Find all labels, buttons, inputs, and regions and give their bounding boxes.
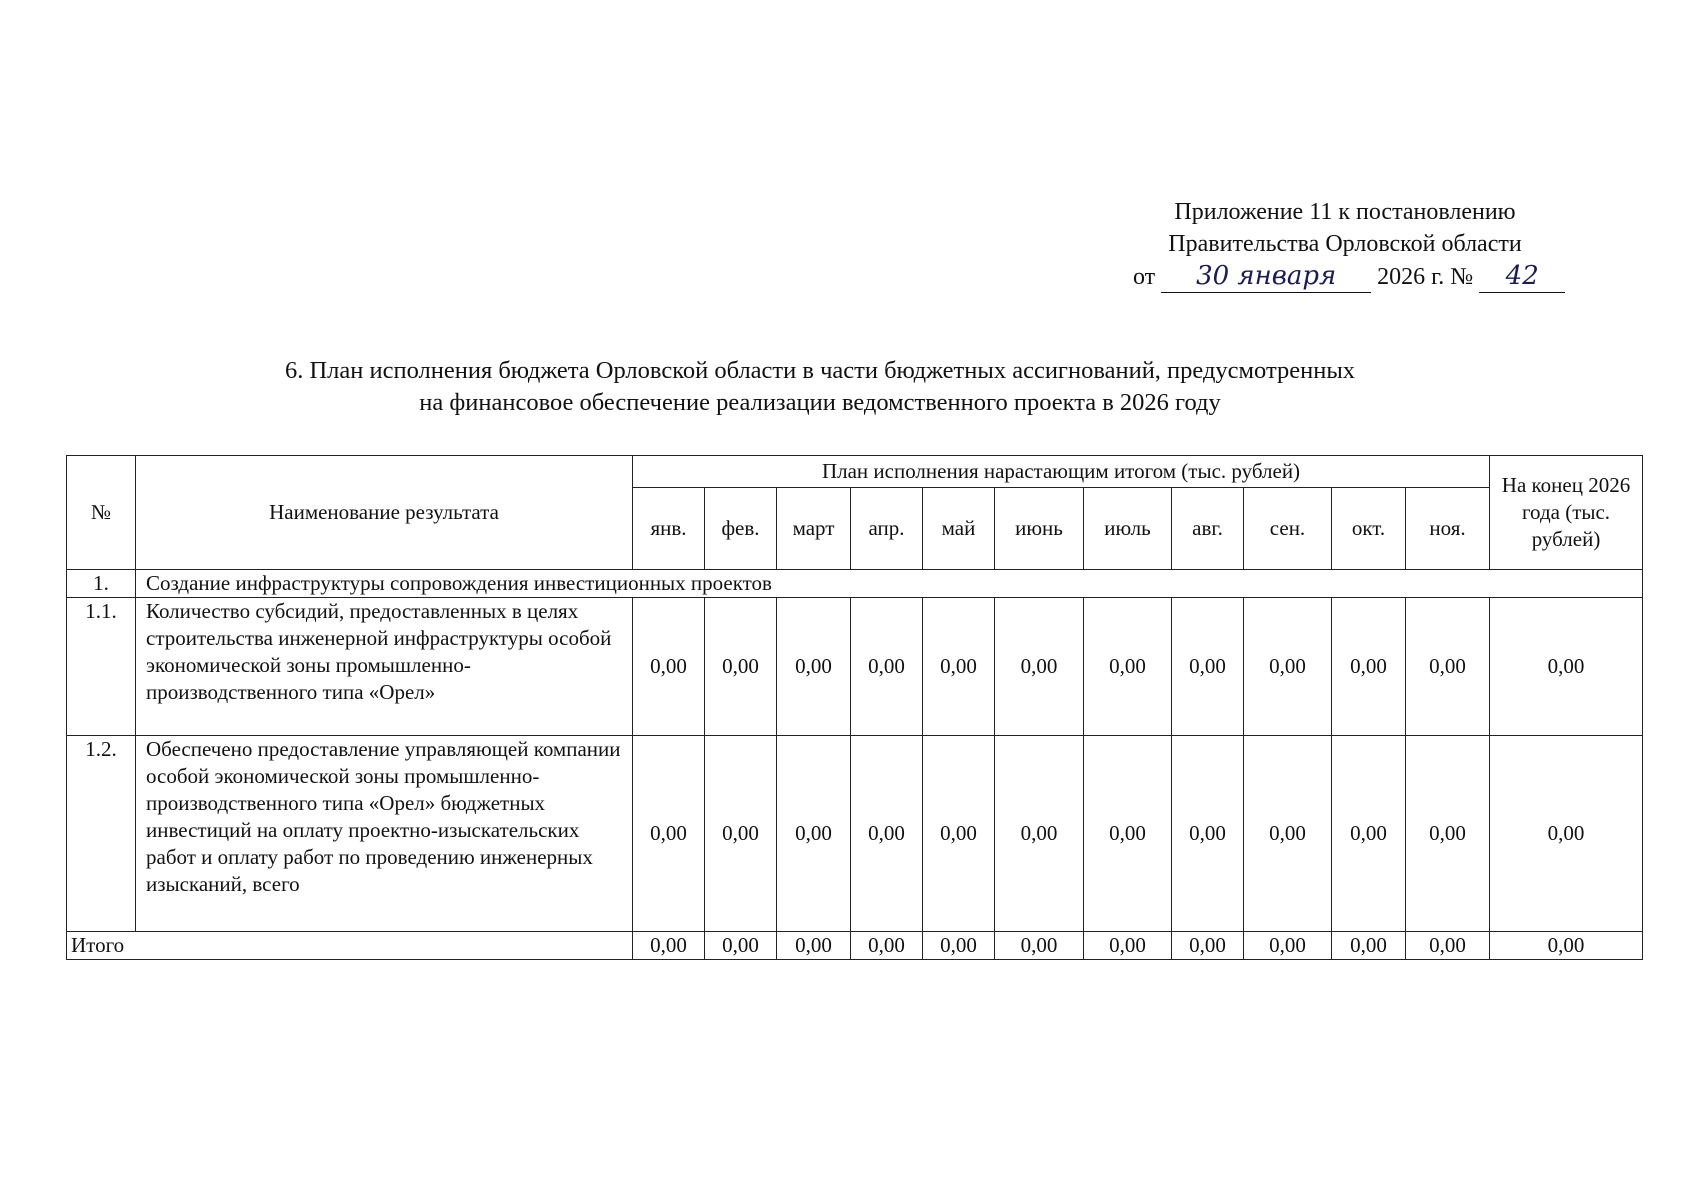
month-value: 0,00: [1332, 736, 1406, 932]
total-month-value: 0,00: [1406, 931, 1490, 959]
month-value: 0,00: [633, 736, 705, 932]
header-month: фев.: [705, 488, 777, 570]
from-prefix: от: [1133, 264, 1156, 290]
handwritten-number: 42: [1479, 260, 1565, 293]
month-value: 0,00: [1084, 598, 1172, 736]
header-month: апр.: [851, 488, 923, 570]
month-value: 0,00: [1332, 598, 1406, 736]
section-name: Создание инфраструктуры сопровождения инвестиционных проектов: [136, 570, 1643, 598]
total-month-value: 0,00: [1332, 931, 1406, 959]
row-index: 1.1.: [67, 598, 136, 736]
total-month-value: 0,00: [923, 931, 995, 959]
year-suffix: 2026 г. №: [1377, 264, 1474, 290]
month-value: 0,00: [1244, 598, 1332, 736]
end-of-year-value: 0,00: [1490, 598, 1643, 736]
month-value: 0,00: [705, 598, 777, 736]
header-month: июнь: [995, 488, 1084, 570]
header-plan: План исполнения нарастающим итогом (тыс. рублей): [633, 456, 1490, 488]
month-value: 0,00: [777, 598, 851, 736]
header-end-of-year: На конец 2026 года (тыс. рублей): [1490, 456, 1643, 570]
month-value: 0,00: [851, 736, 923, 932]
header-month: июль: [1084, 488, 1172, 570]
section-row: [67, 570, 1643, 598]
row-index: 1.2.: [67, 736, 136, 932]
month-value: 0,00: [923, 736, 995, 932]
month-value: 0,00: [1406, 598, 1490, 736]
approval-date-line: [1110, 260, 1580, 293]
total-month-value: 0,00: [777, 931, 851, 959]
section-index: 1.: [67, 570, 136, 598]
month-value: 0,00: [633, 598, 705, 736]
header-month: ноя.: [1406, 488, 1490, 570]
total-month-value: 0,00: [705, 931, 777, 959]
total-month-value: 0,00: [995, 931, 1084, 959]
total-month-value: 0,00: [1244, 931, 1332, 959]
month-value: 0,00: [1172, 736, 1244, 932]
month-value: 0,00: [995, 736, 1084, 932]
table-row: [67, 598, 1643, 736]
total-end-of-year-value: 0,00: [1490, 931, 1643, 959]
total-month-value: 0,00: [1084, 931, 1172, 959]
month-value: 0,00: [777, 736, 851, 932]
header-month: сен.: [1244, 488, 1332, 570]
header-name: Наименование результата: [136, 456, 633, 570]
total-month-value: 0,00: [1172, 931, 1244, 959]
header-month: янв.: [633, 488, 705, 570]
table-row: [67, 736, 1643, 932]
total-month-value: 0,00: [633, 931, 705, 959]
month-value: 0,00: [923, 598, 995, 736]
title-line-2: на финансовое обеспечение реализации ведомственного проекта в 2026 году: [419, 389, 1221, 416]
month-value: 0,00: [851, 598, 923, 736]
handwritten-date: 30 января: [1161, 260, 1371, 293]
header-month: март: [777, 488, 851, 570]
header-no: №: [67, 456, 136, 570]
header-month: окт.: [1332, 488, 1406, 570]
total-row: [67, 931, 1643, 959]
row-name: Обеспечено предоставление управляющей компании особой экономической зоны промышленно-производственного типа «Орел» бюджетных инвестиций на оплату проектно-изыскательских работ и оплату работ по проведению инженерных изысканий, всего: [136, 736, 633, 932]
month-value: 0,00: [1244, 736, 1332, 932]
month-value: 0,00: [995, 598, 1084, 736]
header-month: май: [923, 488, 995, 570]
total-label: Итого: [67, 931, 633, 959]
month-value: 0,00: [1084, 736, 1172, 932]
total-month-value: 0,00: [851, 931, 923, 959]
end-of-year-value: 0,00: [1490, 736, 1643, 932]
month-value: 0,00: [705, 736, 777, 932]
month-value: 0,00: [1406, 736, 1490, 932]
document-title: [150, 355, 1490, 419]
month-value: 0,00: [1172, 598, 1244, 736]
row-name: Количество субсидий, предоставленных в целях строительства инженерной инфраструктуры особой экономической зоны промышленно-производственного типа «Орел»: [136, 598, 633, 736]
budget-plan-table: [66, 455, 1643, 960]
approval-line-1: Приложение 11 к постановлению: [1174, 199, 1516, 225]
header-month: авг.: [1172, 488, 1244, 570]
approval-line-2: Правительства Орловской области: [1168, 231, 1522, 257]
title-line-1: 6. План исполнения бюджета Орловской области в части бюджетных ассигнований, предусмотренных: [284, 357, 1356, 384]
approval-block: [1110, 196, 1580, 293]
